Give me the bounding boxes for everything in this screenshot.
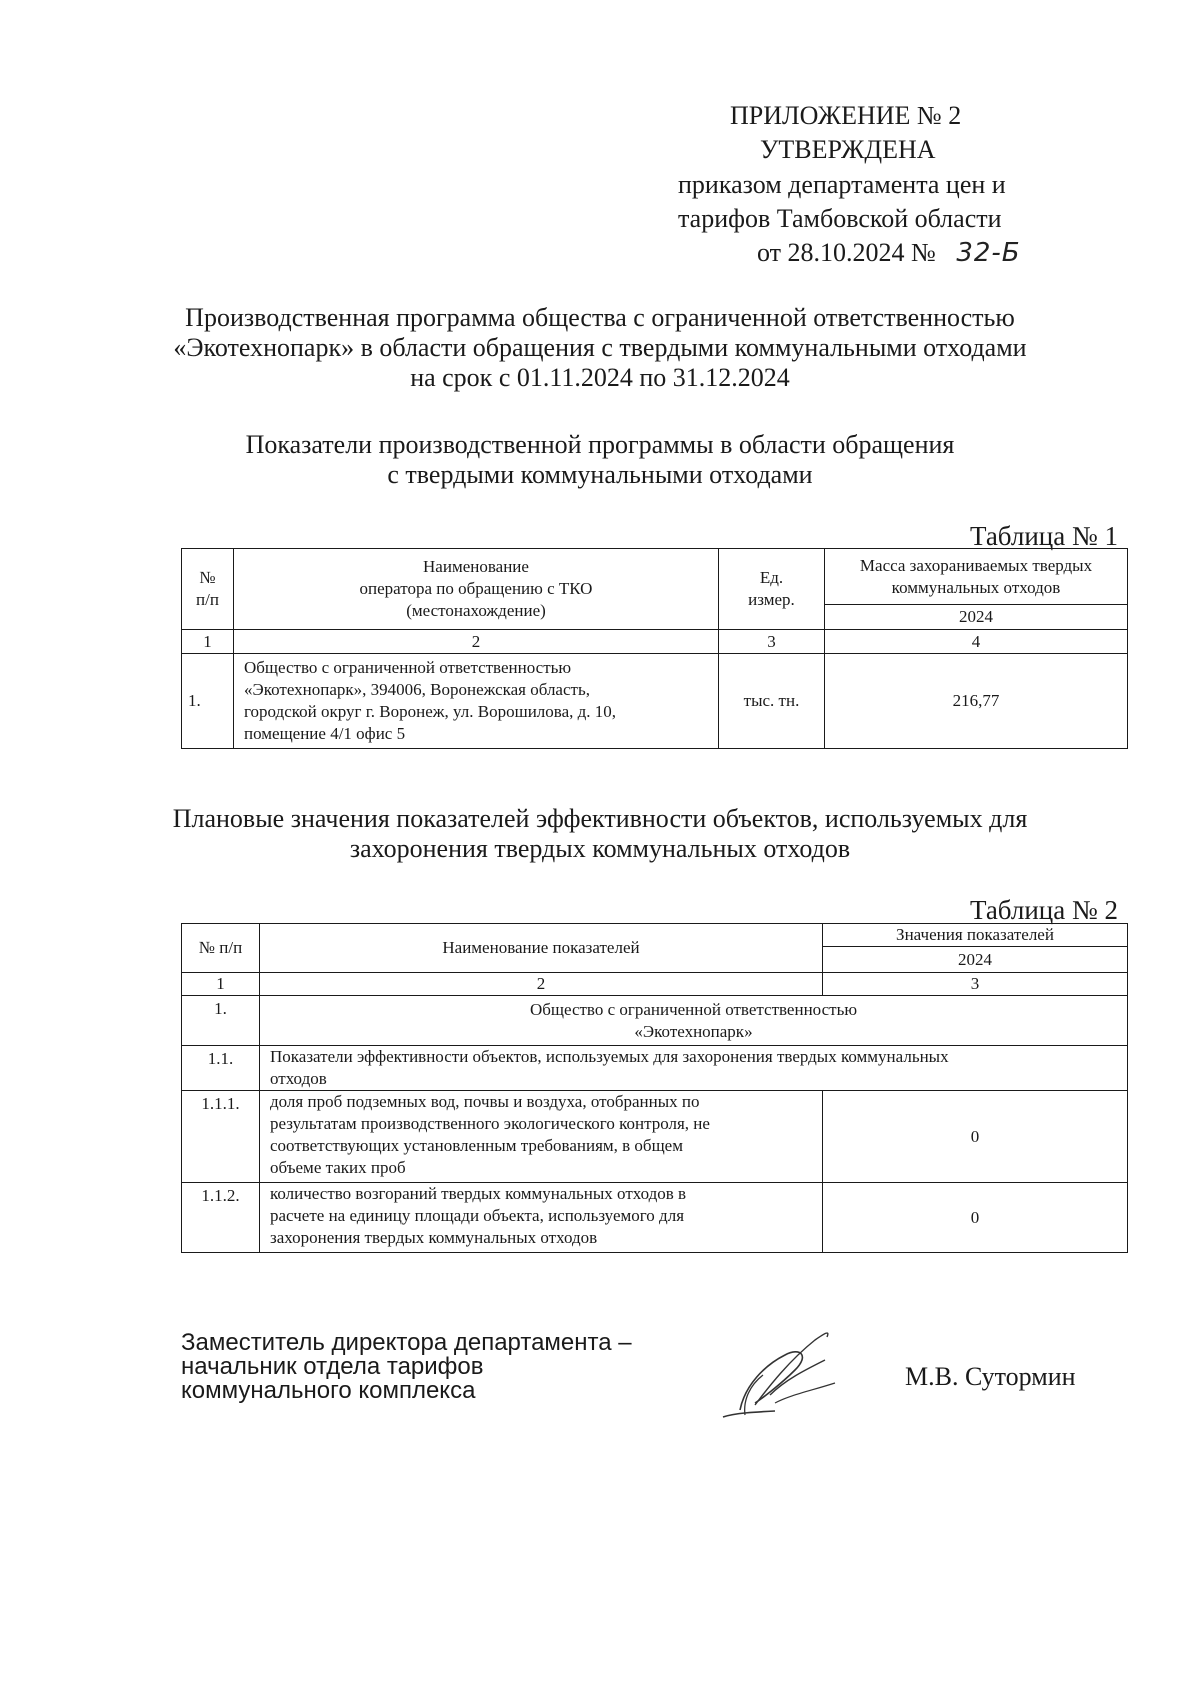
table1-colnum: 3 — [719, 630, 825, 654]
table-row — [182, 996, 1128, 1046]
table-row — [182, 654, 1128, 749]
table2 — [181, 923, 1128, 1253]
table1-colnum: 2 — [234, 630, 719, 654]
approval-line-2: УТВЕРЖДЕНА — [760, 135, 936, 164]
signatory-position-line-1: Заместитель директора департамента – — [181, 1329, 632, 1356]
program-title-line-3: на срок с 01.11.2024 по 31.12.2024 — [410, 363, 790, 392]
table2-org-text: Общество с ограниченной ответственностью «Экотехнопарк» — [260, 996, 1128, 1046]
approval-date-prefix: от 28.10.2024 № — [757, 238, 936, 267]
table1-col-numbers — [182, 630, 1128, 654]
table1 — [181, 548, 1128, 749]
section2-title — [0, 804, 1200, 864]
table2-group-num: 1.1. — [182, 1046, 260, 1091]
table2-header-values: Значения показателей — [823, 924, 1128, 947]
table2-row-text: количество возгораний твердых коммунальных отходов в расчете на единицу площади объекта, используемого для захоронения твердых коммунальных отходов — [260, 1183, 823, 1253]
table2-row-value: 0 — [823, 1183, 1128, 1253]
table2-colnum: 1 — [182, 973, 260, 996]
table2-row-value: 0 — [823, 1091, 1128, 1183]
signatory-position — [181, 1331, 632, 1403]
table2-colnum: 3 — [823, 973, 1128, 996]
section1-title-line-1: Показатели производственной программы в области обращения — [245, 430, 955, 459]
table1-header-num: № п/п — [182, 549, 234, 630]
program-title-line-1: Производственная программа общества с ограниченной ответственностью — [185, 303, 1015, 332]
table1-row-name: Общество с ограниченной ответственностью «Экотехнопарк», 394006, Воронежская область, городской округ г. Воронеж, ул. Ворошилова, д. 10, помещение 4/1 офис 5 — [234, 654, 719, 749]
table1-row-num: 1. — [182, 654, 234, 749]
table2-row-num: 1.1.1. — [182, 1091, 260, 1183]
table1-header-mass: Масса захораниваемых твердых коммунальных отходов — [825, 549, 1128, 605]
table-row — [182, 1091, 1128, 1183]
table1-header-unit: Ед. измер. — [719, 549, 825, 630]
table1-header-year: 2024 — [825, 605, 1128, 630]
section1-title — [0, 430, 1200, 490]
table2-header-num: № п/п — [182, 924, 260, 973]
approval-line-3: приказом департамента цен и — [678, 170, 1006, 199]
table2-header-name: Наименование показателей — [260, 924, 823, 973]
table1-caption: Таблица № 1 — [970, 521, 1118, 551]
approval-line-4: тарифов Тамбовской области — [678, 204, 1002, 233]
table2-row-text: доля проб подземных вод, почвы и воздуха, отобранных по результатам производственного экологического контроля, не соответствующих установленным требованиям, в общем объеме таких проб — [260, 1091, 823, 1183]
approval-line-5 — [757, 237, 1021, 269]
table2-org-num: 1. — [182, 996, 260, 1046]
signatory-position-line-2: начальник отдела тарифов — [181, 1353, 484, 1380]
table2-caption: Таблица № 2 — [970, 895, 1118, 925]
table1-header-name: Наименование оператора по обращению с ТКО (местонахождение) — [234, 549, 719, 630]
section2-title-line-1: Плановые значения показателей эффективности объектов, используемых для — [172, 804, 1028, 833]
table2-header-year: 2024 — [823, 947, 1128, 973]
signatory-position-line-3: коммунального комплекса — [181, 1377, 476, 1404]
table-row — [182, 1183, 1128, 1253]
table1-colnum: 1 — [182, 630, 234, 654]
program-title-line-2: «Экотехнопарк» в области обращения с твердыми коммунальными отходами — [173, 333, 1027, 362]
section2-title-line-2: захоронения твердых коммунальных отходов — [349, 834, 851, 863]
table1-row-unit: тыс. тн. — [719, 654, 825, 749]
table1-row-value: 216,77 — [825, 654, 1128, 749]
handwritten-signature — [715, 1325, 855, 1425]
table2-colnum: 2 — [260, 973, 823, 996]
handwritten-order-number: 32-Б — [956, 238, 1021, 268]
table2-col-numbers — [182, 973, 1128, 996]
table-row — [182, 1046, 1128, 1091]
approval-line-1: ПРИЛОЖЕНИЕ № 2 — [730, 101, 962, 130]
program-title — [0, 303, 1200, 393]
table1-colnum: 4 — [825, 630, 1128, 654]
section1-title-line-2: с твердыми коммунальными отходами — [387, 460, 813, 489]
table2-group-text: Показатели эффективности объектов, используемых для захоронения твердых коммунальных отходов — [260, 1046, 1128, 1091]
table2-row-num: 1.1.2. — [182, 1183, 260, 1253]
signatory-name: М.В. Сутормин — [905, 1362, 1076, 1391]
